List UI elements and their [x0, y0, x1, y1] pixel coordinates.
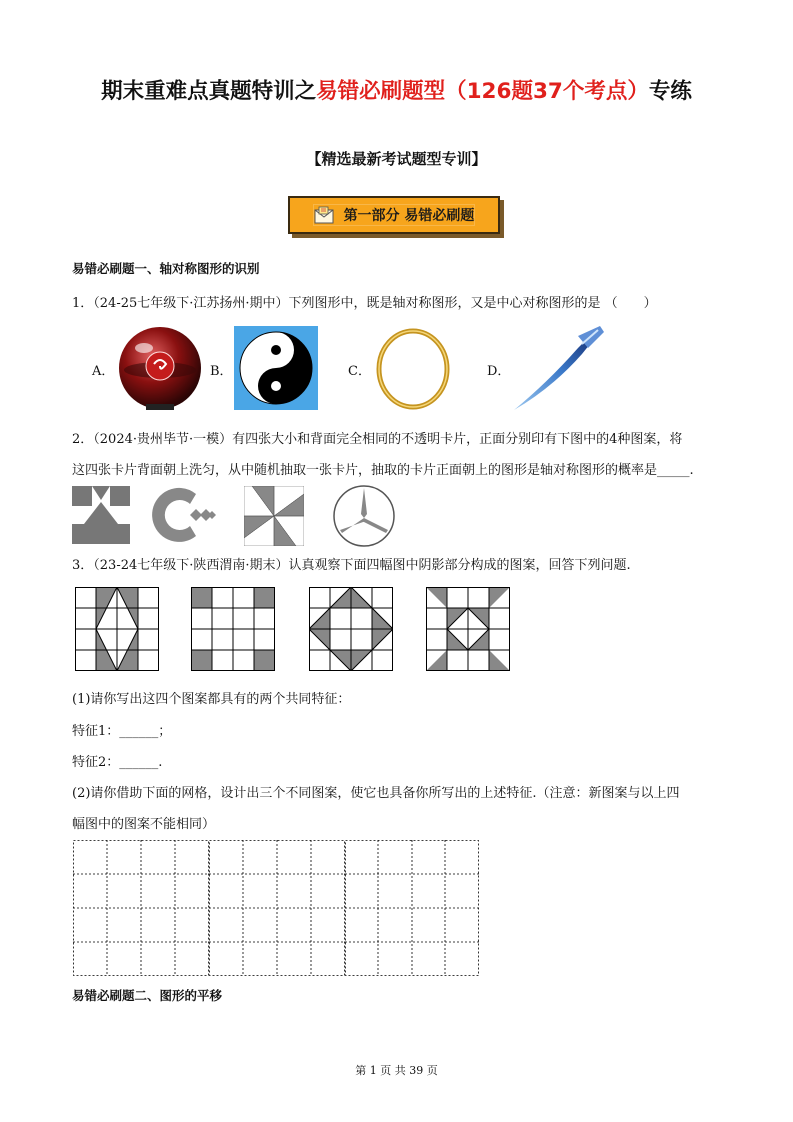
question-3-sub-2-line-2: 幅图中的图案不能相同）: [72, 817, 216, 832]
title-part-3: 专练: [648, 79, 692, 104]
card-pattern-1: [72, 486, 130, 544]
envelope-icon: [314, 206, 334, 224]
pattern-grid-4: [426, 587, 510, 671]
question-3-feature-2: 特征2：______.: [72, 755, 163, 770]
design-grid-1: [73, 840, 209, 976]
question-3-sub-2-line-1: (2)请你借助下面的网格，设计出三个不同图案，使它也具备你所写出的上述特征.（注意：新图案与以上四: [72, 786, 680, 801]
question-2-line-1: 2．（2024·贵州毕节·一模）有四张大小和背面完全相同的不透明卡片，正面分别印有下图中的4种图案，将: [72, 432, 683, 447]
title-part-2: 易错必刷题型（126题37个考点）: [316, 79, 649, 104]
option-d-label: D．: [487, 364, 511, 379]
pattern-grid-2: [191, 587, 275, 671]
card-pattern-2: [152, 486, 220, 544]
question-1-text: 1．（24-25七年级下·江苏扬州·期中）下列图形中，既是轴对称图形，又是中心对称图形的是 （ ）: [72, 296, 657, 311]
banner-label: 第一部分 易错必刷题: [343, 208, 475, 224]
question-2-line-2: 这四张卡片背面朝上洗匀，从中随机抽取一张卡片，抽取的卡片正面朝上的图形是轴对称图形的概率是_____.: [72, 463, 694, 478]
option-b-label: B．: [210, 364, 233, 379]
document-title: [0, 74, 793, 105]
part-banner: [288, 196, 500, 234]
document-subtitle: 【精选最新考试题型专训】: [306, 150, 487, 168]
pattern-grid-3: [309, 587, 393, 671]
question-3-sub-1: (1)请你写出这四个图案都具有的两个共同特征：: [72, 692, 351, 707]
title-part-1: 期末重难点真题特训之: [101, 79, 317, 104]
section-heading-1: 易错必刷题一、轴对称图形的识别: [72, 261, 260, 276]
page-footer: 第 1 页 共 39 页: [355, 1064, 438, 1077]
option-a-image: [116, 326, 204, 412]
question-3-feature-1: 特征1：______；: [72, 724, 172, 739]
option-b-image: [234, 326, 318, 410]
section-heading-2: 易错必刷题二、图形的平移: [72, 988, 223, 1003]
pattern-grid-1: [75, 587, 159, 671]
option-a-label: A．: [92, 364, 115, 379]
card-pattern-4: [332, 484, 396, 548]
option-c-label: C．: [348, 364, 371, 379]
option-d-image: [508, 322, 608, 414]
design-grid-2: [209, 840, 345, 976]
question-3-text: 3．（23-24七年级下·陕西渭南·期末）认真观察下面四幅图中阴影部分构成的图案，回答下列问题.: [72, 558, 631, 573]
option-c-image: [374, 326, 452, 412]
card-pattern-3: [244, 486, 304, 546]
design-grid-3: [345, 840, 479, 976]
